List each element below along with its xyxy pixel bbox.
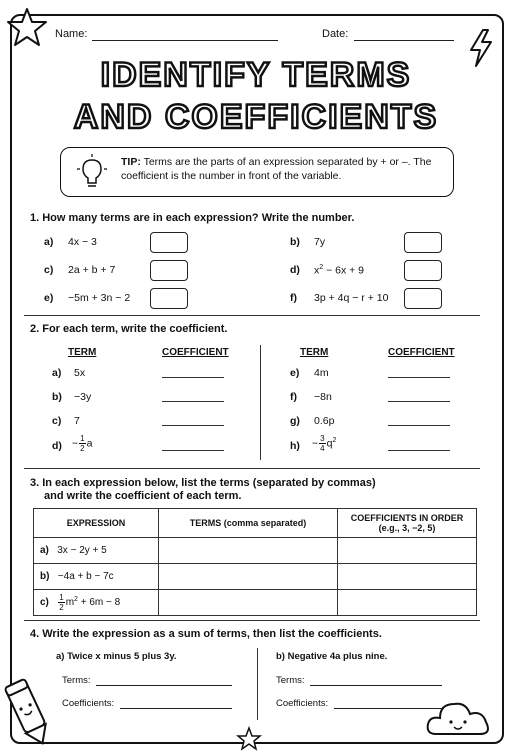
tip-box xyxy=(60,147,454,197)
col-coef-right: COEFFICIENT xyxy=(388,347,455,358)
terms-cell[interactable] xyxy=(159,564,338,590)
coef-blank-f[interactable] xyxy=(388,401,450,402)
terms-table xyxy=(33,508,477,616)
terms-label-b: Terms: xyxy=(276,675,305,686)
question-3-subheading: and write the coefficient of each term. xyxy=(44,490,242,502)
coef-blank-g[interactable] xyxy=(388,425,450,426)
answer-box-d[interactable] xyxy=(404,260,442,281)
question-3-heading: 3. In each expression below, list the terms (separated by commas) xyxy=(30,477,376,489)
q1-label-b: b) xyxy=(290,236,300,248)
small-star-icon xyxy=(236,726,262,752)
q2-term-g: 0.6p xyxy=(314,415,335,427)
answer-box-e[interactable] xyxy=(150,288,188,309)
column-divider xyxy=(260,345,261,460)
q4-part-a: a) Twice x minus 5 plus 3y. xyxy=(56,651,177,662)
q2-label-f: f) xyxy=(290,391,297,403)
q2-term-b: −3y xyxy=(74,391,92,403)
coef-blank-h[interactable] xyxy=(388,450,450,451)
coef-label-b: Coefficients: xyxy=(276,698,329,709)
coef-blank-a[interactable] xyxy=(162,377,224,378)
divider xyxy=(24,620,480,621)
col-terms: TERMS (comma separated) xyxy=(159,509,338,538)
coef-blank-e[interactable] xyxy=(388,377,450,378)
question-4-heading: 4. Write the expression as a sum of terms, then list the coefficients. xyxy=(30,628,382,640)
answer-box-a[interactable] xyxy=(150,232,188,253)
question-2-heading: 2. For each term, write the coefficient. xyxy=(30,323,228,335)
expression-cell: b) −4a + b − 7c xyxy=(34,564,159,590)
coefficients-cell[interactable] xyxy=(338,538,477,564)
q2-term-c: 7 xyxy=(74,415,80,427)
table-row xyxy=(34,564,477,590)
lightbulb-icon xyxy=(75,154,109,190)
q1-label-d: d) xyxy=(290,264,300,276)
page-title-line2: AND COEFFICIENTS xyxy=(73,98,439,136)
coef-field-a[interactable] xyxy=(120,708,232,709)
q1-label-f: f) xyxy=(290,292,297,304)
q2-label-g: g) xyxy=(290,415,300,427)
q2-label-h: h) xyxy=(290,440,300,452)
divider xyxy=(24,315,480,316)
q1-label-c: c) xyxy=(44,264,54,276)
page-title: IDENTIFY TERMS xyxy=(100,56,412,94)
q2-label-b: b) xyxy=(52,391,62,403)
col-coef-left: COEFFICIENT xyxy=(162,347,229,358)
answer-box-c[interactable] xyxy=(150,260,188,281)
terms-label-a: Terms: xyxy=(62,675,91,686)
divider xyxy=(24,468,480,469)
terms-cell[interactable] xyxy=(159,538,338,564)
q2-term-h: − $\frac{3}{4}$ $q^2$ xyxy=(312,434,337,453)
expression-cell: c) $\frac{1}{2}$ $m^2 + 6m - 8$ xyxy=(34,590,159,616)
coef-label-a: Coefficients: xyxy=(62,698,115,709)
col-term-right: TERM xyxy=(300,347,329,358)
q1-expr-f: 3p + 4q − r + 10 xyxy=(314,292,389,304)
coefficients-cell[interactable] xyxy=(338,564,477,590)
name-field[interactable] xyxy=(92,40,278,41)
table-row xyxy=(34,590,477,616)
answer-box-b[interactable] xyxy=(404,232,442,253)
q2-term-a: 5x xyxy=(74,367,86,379)
q1-expr-a: 4x − 3 xyxy=(68,236,97,248)
date-label: Date: xyxy=(322,28,349,40)
coef-field-b[interactable] xyxy=(334,708,442,709)
col-term-left: TERM xyxy=(68,347,97,358)
q2-label-c: c) xyxy=(52,415,62,427)
col-expression: EXPRESSION xyxy=(34,509,159,538)
q1-expr-e: −5m + 3n − 2 xyxy=(68,292,131,304)
col-coefficients: COEFFICIENTS IN ORDER (e.g., 3, −2, 5) xyxy=(338,509,477,538)
tip-text: TIP: Terms are the parts of an expression separated by + or –. The coefficient is the number in front of the variable. xyxy=(121,156,432,182)
q1-label-a: a) xyxy=(44,236,54,248)
q2-term-f: −8n xyxy=(314,391,332,403)
coef-blank-b[interactable] xyxy=(162,401,224,402)
column-divider xyxy=(257,648,258,720)
name-label: Name: xyxy=(55,28,88,40)
question-1-heading: 1. How many terms are in each expression? Write the number. xyxy=(30,212,355,224)
star-icon xyxy=(6,6,48,48)
q1-expr-d: $x^2 - 6x + 9$ xyxy=(314,264,365,277)
pencil-icon xyxy=(4,672,54,750)
coef-blank-c[interactable] xyxy=(162,425,224,426)
q1-label-e: e) xyxy=(44,292,54,304)
terms-cell[interactable] xyxy=(159,590,338,616)
q4-part-b: b) Negative 4a plus nine. xyxy=(276,651,388,662)
q2-term-e: 4m xyxy=(314,367,329,379)
coefficients-cell[interactable] xyxy=(338,590,477,616)
table-row xyxy=(34,538,477,564)
q2-label-a: a) xyxy=(52,367,62,379)
q2-term-d: − $\frac{1}{2}$ a xyxy=(72,434,93,453)
answer-box-f[interactable] xyxy=(404,288,442,309)
expression-cell: a) 3x − 2y + 5 xyxy=(34,538,159,564)
q2-label-e: e) xyxy=(290,367,300,379)
q1-expr-c: 2a + b + 7 xyxy=(68,264,116,276)
date-field[interactable] xyxy=(354,40,454,41)
q1-expr-b: 7y xyxy=(314,236,326,248)
cloud-icon xyxy=(424,694,494,740)
q2-label-d: d) xyxy=(52,440,62,452)
coef-blank-d[interactable] xyxy=(162,450,224,451)
terms-field-a[interactable] xyxy=(96,685,232,686)
terms-field-b[interactable] xyxy=(310,685,442,686)
